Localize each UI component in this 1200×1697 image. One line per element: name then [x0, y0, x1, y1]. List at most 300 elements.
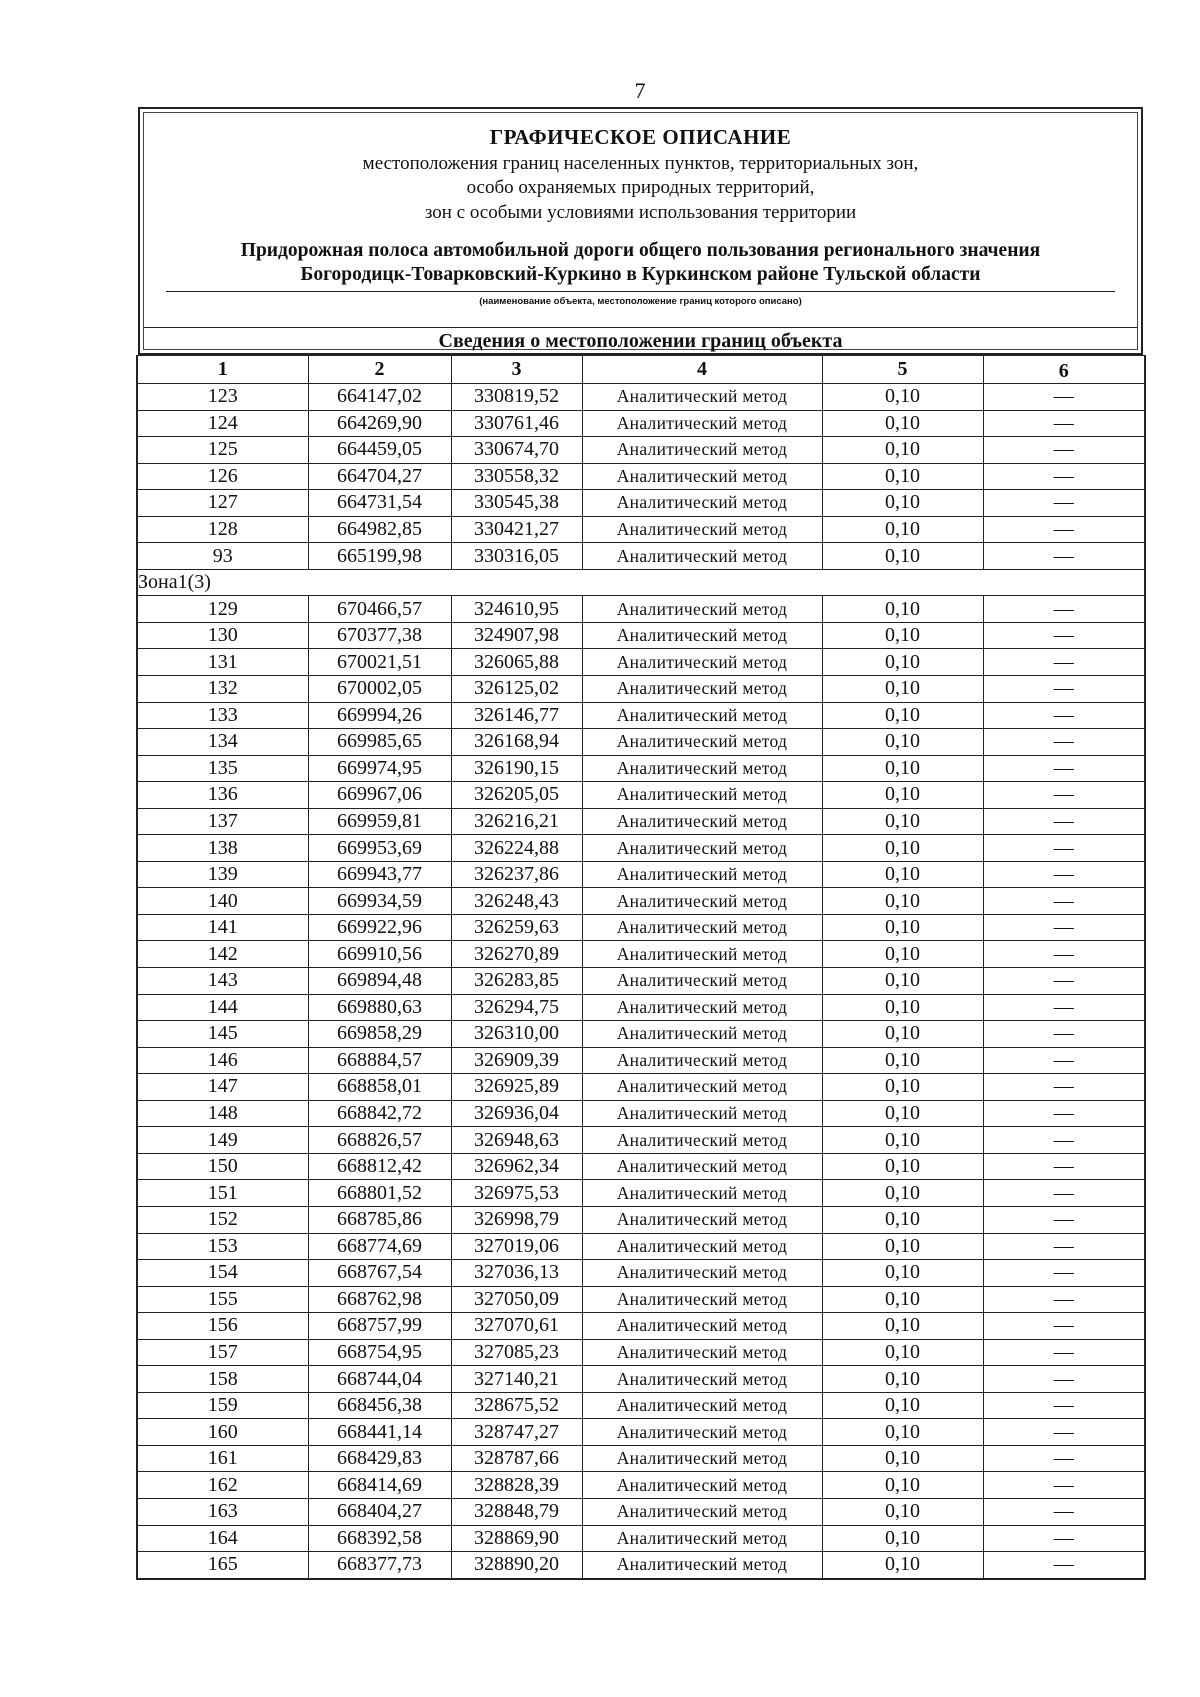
x-coordinate-cell: 664704,27	[308, 463, 451, 490]
note-cell: —	[983, 1021, 1145, 1048]
y-coordinate-cell: 326962,34	[451, 1153, 582, 1180]
note-cell: —	[983, 1525, 1145, 1552]
point-number-cell: 131	[137, 649, 308, 676]
y-coordinate-cell: 328747,27	[451, 1419, 582, 1446]
method-cell: Аналитический метод	[582, 490, 822, 517]
table-row	[137, 516, 1145, 543]
method-cell: Аналитический метод	[582, 1047, 822, 1074]
section-title: Сведения о местоположении границ объекта	[438, 330, 843, 352]
x-coordinate-cell: 668377,73	[308, 1552, 451, 1579]
note-cell: —	[983, 410, 1145, 437]
x-coordinate-cell: 668404,27	[308, 1498, 451, 1525]
y-coordinate-cell: 326909,39	[451, 1047, 582, 1074]
table-row	[137, 1552, 1145, 1579]
point-number-cell: 159	[137, 1392, 308, 1419]
y-coordinate-cell: 326168,94	[451, 729, 582, 756]
y-coordinate-cell: 324907,98	[451, 622, 582, 649]
accuracy-cell: 0,10	[822, 1366, 983, 1393]
y-coordinate-cell: 326224,88	[451, 835, 582, 862]
y-coordinate-cell: 327085,23	[451, 1339, 582, 1366]
point-number-cell: 147	[137, 1074, 308, 1101]
point-number-cell: 152	[137, 1206, 308, 1233]
table-row	[137, 622, 1145, 649]
point-number-cell: 129	[137, 596, 308, 623]
point-number-cell: 139	[137, 861, 308, 888]
accuracy-cell: 0,10	[822, 1498, 983, 1525]
point-number-cell: 144	[137, 994, 308, 1021]
table-row	[137, 994, 1145, 1021]
method-cell: Аналитический метод	[582, 968, 822, 995]
method-cell: Аналитический метод	[582, 410, 822, 437]
table-row	[137, 676, 1145, 703]
y-coordinate-cell: 326259,63	[451, 914, 582, 941]
column-header-1: 1	[137, 356, 308, 384]
point-number-cell: 137	[137, 808, 308, 835]
accuracy-cell: 0,10	[822, 835, 983, 862]
y-coordinate-cell: 328675,52	[451, 1392, 582, 1419]
y-coordinate-cell: 324610,95	[451, 596, 582, 623]
column-header-3: 3	[451, 356, 582, 384]
table-row	[137, 1233, 1145, 1260]
accuracy-cell: 0,10	[822, 1100, 983, 1127]
method-cell: Аналитический метод	[582, 676, 822, 703]
accuracy-cell: 0,10	[822, 1260, 983, 1287]
y-coordinate-cell: 326998,79	[451, 1206, 582, 1233]
method-cell: Аналитический метод	[582, 1180, 822, 1207]
accuracy-cell: 0,10	[822, 1021, 983, 1048]
point-number-cell: 128	[137, 516, 308, 543]
point-number-cell: 160	[137, 1419, 308, 1446]
method-cell: Аналитический метод	[582, 1074, 822, 1101]
y-coordinate-cell: 326190,15	[451, 755, 582, 782]
x-coordinate-cell: 668429,83	[308, 1445, 451, 1472]
accuracy-cell: 0,10	[822, 1525, 983, 1552]
note-cell: —	[983, 1339, 1145, 1366]
subtitle-line-2: особо охраняемых природных территорий,	[466, 177, 815, 198]
y-coordinate-cell: 328787,66	[451, 1445, 582, 1472]
accuracy-cell: 0,10	[822, 1127, 983, 1154]
x-coordinate-cell: 669894,48	[308, 968, 451, 995]
x-coordinate-cell: 670021,51	[308, 649, 451, 676]
method-cell: Аналитический метод	[582, 702, 822, 729]
note-cell: —	[983, 861, 1145, 888]
note-cell: —	[983, 1286, 1145, 1313]
accuracy-cell: 0,10	[822, 861, 983, 888]
method-cell: Аналитический метод	[582, 994, 822, 1021]
accuracy-cell: 0,10	[822, 596, 983, 623]
accuracy-cell: 0,10	[822, 622, 983, 649]
table-row	[137, 1339, 1145, 1366]
method-cell: Аналитический метод	[582, 649, 822, 676]
method-cell: Аналитический метод	[582, 463, 822, 490]
y-coordinate-cell: 330674,70	[451, 437, 582, 464]
point-number-cell: 134	[137, 729, 308, 756]
point-number-cell: 165	[137, 1552, 308, 1579]
note-cell: —	[983, 516, 1145, 543]
table-row	[137, 1260, 1145, 1287]
y-coordinate-cell: 330761,46	[451, 410, 582, 437]
table-row	[137, 1313, 1145, 1340]
table-header-row	[137, 356, 1145, 384]
y-coordinate-cell: 326125,02	[451, 676, 582, 703]
note-cell: —	[983, 835, 1145, 862]
coordinates-table	[136, 355, 1146, 1580]
method-cell: Аналитический метод	[582, 1366, 822, 1393]
method-cell: Аналитический метод	[582, 543, 822, 570]
column-header-6: 6	[983, 356, 1145, 384]
point-number-cell: 161	[137, 1445, 308, 1472]
y-coordinate-cell: 326294,75	[451, 994, 582, 1021]
y-coordinate-cell: 327140,21	[451, 1366, 582, 1393]
accuracy-cell: 0,10	[822, 543, 983, 570]
table-row	[137, 410, 1145, 437]
point-number-cell: 150	[137, 1153, 308, 1180]
x-coordinate-cell: 668456,38	[308, 1392, 451, 1419]
point-number-cell: 123	[137, 384, 308, 411]
point-number-cell: 157	[137, 1339, 308, 1366]
x-coordinate-cell: 664147,02	[308, 384, 451, 411]
method-cell: Аналитический метод	[582, 1233, 822, 1260]
y-coordinate-cell: 326205,05	[451, 782, 582, 809]
point-number-cell: 130	[137, 622, 308, 649]
note-cell: —	[983, 676, 1145, 703]
note-cell: —	[983, 729, 1145, 756]
table-row	[137, 861, 1145, 888]
note-cell: —	[983, 1419, 1145, 1446]
x-coordinate-cell: 664459,05	[308, 437, 451, 464]
method-cell: Аналитический метод	[582, 808, 822, 835]
note-cell: —	[983, 1100, 1145, 1127]
note-cell: —	[983, 1153, 1145, 1180]
note-cell: —	[983, 1180, 1145, 1207]
method-cell: Аналитический метод	[582, 516, 822, 543]
method-cell: Аналитический метод	[582, 861, 822, 888]
x-coordinate-cell: 668744,04	[308, 1366, 451, 1393]
x-coordinate-cell: 668762,98	[308, 1286, 451, 1313]
note-cell: —	[983, 1366, 1145, 1393]
method-cell: Аналитический метод	[582, 888, 822, 915]
point-number-cell: 126	[137, 463, 308, 490]
x-coordinate-cell: 668812,42	[308, 1153, 451, 1180]
x-coordinate-cell: 668414,69	[308, 1472, 451, 1499]
method-cell: Аналитический метод	[582, 1445, 822, 1472]
note-cell: —	[983, 649, 1145, 676]
accuracy-cell: 0,10	[822, 994, 983, 1021]
y-coordinate-cell: 327019,06	[451, 1233, 582, 1260]
accuracy-cell: 0,10	[822, 384, 983, 411]
subtitle-line-3: зон с особыми условиями использования территории	[424, 202, 857, 223]
column-header-4: 4	[582, 356, 822, 384]
x-coordinate-cell: 669959,81	[308, 808, 451, 835]
x-coordinate-cell: 670377,38	[308, 622, 451, 649]
y-coordinate-cell: 326975,53	[451, 1180, 582, 1207]
method-cell: Аналитический метод	[582, 1552, 822, 1579]
point-number-cell: 136	[137, 782, 308, 809]
note-cell: —	[983, 1472, 1145, 1499]
header-inner-frame	[143, 112, 1138, 350]
document-header	[138, 107, 1143, 355]
accuracy-cell: 0,10	[822, 941, 983, 968]
section-divider	[144, 327, 1137, 328]
y-coordinate-cell: 327070,61	[451, 1313, 582, 1340]
x-coordinate-cell: 668754,95	[308, 1339, 451, 1366]
method-cell: Аналитический метод	[582, 622, 822, 649]
accuracy-cell: 0,10	[822, 437, 983, 464]
y-coordinate-cell: 330421,27	[451, 516, 582, 543]
zone-label: Зона1(3)	[137, 569, 1145, 596]
table-row	[137, 808, 1145, 835]
table-row	[137, 463, 1145, 490]
point-number-cell: 146	[137, 1047, 308, 1074]
note-cell: —	[983, 1445, 1145, 1472]
method-cell: Аналитический метод	[582, 1100, 822, 1127]
point-number-cell: 132	[137, 676, 308, 703]
x-coordinate-cell: 668392,58	[308, 1525, 451, 1552]
note-cell: —	[983, 1233, 1145, 1260]
y-coordinate-cell: 327050,09	[451, 1286, 582, 1313]
accuracy-cell: 0,10	[822, 1552, 983, 1579]
method-cell: Аналитический метод	[582, 914, 822, 941]
point-number-cell: 127	[137, 490, 308, 517]
x-coordinate-cell: 668785,86	[308, 1206, 451, 1233]
point-number-cell: 149	[137, 1127, 308, 1154]
table-row	[137, 1047, 1145, 1074]
x-coordinate-cell: 664982,85	[308, 516, 451, 543]
method-cell: Аналитический метод	[582, 1286, 822, 1313]
y-coordinate-cell: 328869,90	[451, 1525, 582, 1552]
method-cell: Аналитический метод	[582, 1419, 822, 1446]
accuracy-cell: 0,10	[822, 1153, 983, 1180]
note-cell: —	[983, 437, 1145, 464]
point-number-cell: 158	[137, 1366, 308, 1393]
y-coordinate-cell: 326925,89	[451, 1074, 582, 1101]
note-cell: —	[983, 1552, 1145, 1579]
accuracy-cell: 0,10	[822, 968, 983, 995]
table-body	[137, 384, 1145, 1579]
object-name-caption: (наименование объекта, местоположение границ которого описано)	[479, 296, 802, 307]
point-number-cell: 124	[137, 410, 308, 437]
accuracy-cell: 0,10	[822, 463, 983, 490]
method-cell: Аналитический метод	[582, 1498, 822, 1525]
accuracy-cell: 0,10	[822, 1313, 983, 1340]
note-cell: —	[983, 543, 1145, 570]
x-coordinate-cell: 668441,14	[308, 1419, 451, 1446]
point-number-cell: 156	[137, 1313, 308, 1340]
y-coordinate-cell: 326146,77	[451, 702, 582, 729]
x-coordinate-cell: 665199,98	[308, 543, 451, 570]
accuracy-cell: 0,10	[822, 1206, 983, 1233]
y-coordinate-cell: 328848,79	[451, 1498, 582, 1525]
note-cell: —	[983, 782, 1145, 809]
document-title: ГРАФИЧЕСКОЕ ОПИСАНИЕ	[489, 125, 792, 149]
method-cell: Аналитический метод	[582, 729, 822, 756]
page-number: 7	[634, 78, 646, 103]
note-cell: —	[983, 1206, 1145, 1233]
note-cell: —	[983, 1047, 1145, 1074]
table-row	[137, 729, 1145, 756]
y-coordinate-cell: 328890,20	[451, 1552, 582, 1579]
x-coordinate-cell: 669858,29	[308, 1021, 451, 1048]
table-row	[137, 1472, 1145, 1499]
table-row	[137, 1021, 1145, 1048]
x-coordinate-cell: 669910,56	[308, 941, 451, 968]
y-coordinate-cell: 326065,88	[451, 649, 582, 676]
method-cell: Аналитический метод	[582, 755, 822, 782]
x-coordinate-cell: 664269,90	[308, 410, 451, 437]
table-row	[137, 755, 1145, 782]
method-cell: Аналитический метод	[582, 1525, 822, 1552]
note-cell: —	[983, 702, 1145, 729]
y-coordinate-cell: 330558,32	[451, 463, 582, 490]
y-coordinate-cell: 326216,21	[451, 808, 582, 835]
method-cell: Аналитический метод	[582, 596, 822, 623]
point-number-cell: 153	[137, 1233, 308, 1260]
accuracy-cell: 0,10	[822, 410, 983, 437]
method-cell: Аналитический метод	[582, 1127, 822, 1154]
point-number-cell: 93	[137, 543, 308, 570]
table-row	[137, 1498, 1145, 1525]
x-coordinate-cell: 669974,95	[308, 755, 451, 782]
x-coordinate-cell: 669880,63	[308, 994, 451, 1021]
accuracy-cell: 0,10	[822, 1445, 983, 1472]
column-header-2: 2	[308, 356, 451, 384]
y-coordinate-cell: 330316,05	[451, 543, 582, 570]
accuracy-cell: 0,10	[822, 914, 983, 941]
accuracy-cell: 0,10	[822, 1074, 983, 1101]
accuracy-cell: 0,10	[822, 1047, 983, 1074]
y-coordinate-cell: 326237,86	[451, 861, 582, 888]
table-row	[137, 1206, 1145, 1233]
accuracy-cell: 0,10	[822, 1180, 983, 1207]
point-number-cell: 145	[137, 1021, 308, 1048]
point-number-cell: 155	[137, 1286, 308, 1313]
column-header-5: 5	[822, 356, 983, 384]
x-coordinate-cell: 670466,57	[308, 596, 451, 623]
y-coordinate-cell: 330819,52	[451, 384, 582, 411]
table-row	[137, 1074, 1145, 1101]
accuracy-cell: 0,10	[822, 888, 983, 915]
method-cell: Аналитический метод	[582, 1206, 822, 1233]
note-cell: —	[983, 888, 1145, 915]
point-number-cell: 142	[137, 941, 308, 968]
note-cell: —	[983, 463, 1145, 490]
subtitle-line-1: местоположения границ населенных пунктов, территориальных зон,	[362, 153, 919, 174]
table-row	[137, 1127, 1145, 1154]
point-number-cell: 151	[137, 1180, 308, 1207]
note-cell: —	[983, 1260, 1145, 1287]
accuracy-cell: 0,10	[822, 782, 983, 809]
accuracy-cell: 0,10	[822, 755, 983, 782]
note-cell: —	[983, 1392, 1145, 1419]
x-coordinate-cell: 669994,26	[308, 702, 451, 729]
point-number-cell: 135	[137, 755, 308, 782]
x-coordinate-cell: 670002,05	[308, 676, 451, 703]
note-cell: —	[983, 941, 1145, 968]
table-row	[137, 384, 1145, 411]
x-coordinate-cell: 669922,96	[308, 914, 451, 941]
y-coordinate-cell: 326270,89	[451, 941, 582, 968]
accuracy-cell: 0,10	[822, 1233, 983, 1260]
y-coordinate-cell: 326248,43	[451, 888, 582, 915]
x-coordinate-cell: 668774,69	[308, 1233, 451, 1260]
table-row	[137, 1100, 1145, 1127]
note-cell: —	[983, 1074, 1145, 1101]
note-cell: —	[983, 808, 1145, 835]
x-coordinate-cell: 669934,59	[308, 888, 451, 915]
method-cell: Аналитический метод	[582, 1260, 822, 1287]
point-number-cell: 164	[137, 1525, 308, 1552]
table-row	[137, 1286, 1145, 1313]
x-coordinate-cell: 669985,65	[308, 729, 451, 756]
accuracy-cell: 0,10	[822, 490, 983, 517]
x-coordinate-cell: 664731,54	[308, 490, 451, 517]
method-cell: Аналитический метод	[582, 1472, 822, 1499]
y-coordinate-cell: 330545,38	[451, 490, 582, 517]
table-row	[137, 1419, 1145, 1446]
method-cell: Аналитический метод	[582, 782, 822, 809]
note-cell: —	[983, 490, 1145, 517]
table-row	[137, 649, 1145, 676]
point-number-cell: 154	[137, 1260, 308, 1287]
method-cell: Аналитический метод	[582, 1021, 822, 1048]
accuracy-cell: 0,10	[822, 676, 983, 703]
note-cell: —	[983, 1498, 1145, 1525]
method-cell: Аналитический метод	[582, 941, 822, 968]
accuracy-cell: 0,10	[822, 1286, 983, 1313]
table-row	[137, 1392, 1145, 1419]
note-cell: —	[983, 755, 1145, 782]
method-cell: Аналитический метод	[582, 1392, 822, 1419]
accuracy-cell: 0,10	[822, 649, 983, 676]
note-cell: —	[983, 384, 1145, 411]
point-number-cell: 138	[137, 835, 308, 862]
x-coordinate-cell: 668884,57	[308, 1047, 451, 1074]
table-row	[137, 888, 1145, 915]
note-cell: —	[983, 914, 1145, 941]
x-coordinate-cell: 668826,57	[308, 1127, 451, 1154]
table-row	[137, 437, 1145, 464]
point-number-cell: 143	[137, 968, 308, 995]
object-name-underline	[166, 291, 1115, 292]
accuracy-cell: 0,10	[822, 808, 983, 835]
point-number-cell: 148	[137, 1100, 308, 1127]
x-coordinate-cell: 668858,01	[308, 1074, 451, 1101]
accuracy-cell: 0,10	[822, 702, 983, 729]
y-coordinate-cell: 326948,63	[451, 1127, 582, 1154]
method-cell: Аналитический метод	[582, 1153, 822, 1180]
accuracy-cell: 0,10	[822, 1419, 983, 1446]
y-coordinate-cell: 326310,00	[451, 1021, 582, 1048]
accuracy-cell: 0,10	[822, 1392, 983, 1419]
table-row	[137, 968, 1145, 995]
accuracy-cell: 0,10	[822, 1472, 983, 1499]
point-number-cell: 162	[137, 1472, 308, 1499]
accuracy-cell: 0,10	[822, 516, 983, 543]
object-name-line-2: Богородицк-Товарковский-Куркино в Куркинском районе Тульской области	[300, 264, 981, 285]
x-coordinate-cell: 669967,06	[308, 782, 451, 809]
point-number-cell: 141	[137, 914, 308, 941]
method-cell: Аналитический метод	[582, 1313, 822, 1340]
table-row	[137, 543, 1145, 570]
object-name-line-1: Придорожная полоса автомобильной дороги общего пользования регионального значения	[240, 240, 1041, 261]
y-coordinate-cell: 327036,13	[451, 1260, 582, 1287]
note-cell: —	[983, 1127, 1145, 1154]
x-coordinate-cell: 668842,72	[308, 1100, 451, 1127]
note-cell: —	[983, 596, 1145, 623]
table-row	[137, 1525, 1145, 1552]
table-row	[137, 1445, 1145, 1472]
table-row	[137, 1180, 1145, 1207]
